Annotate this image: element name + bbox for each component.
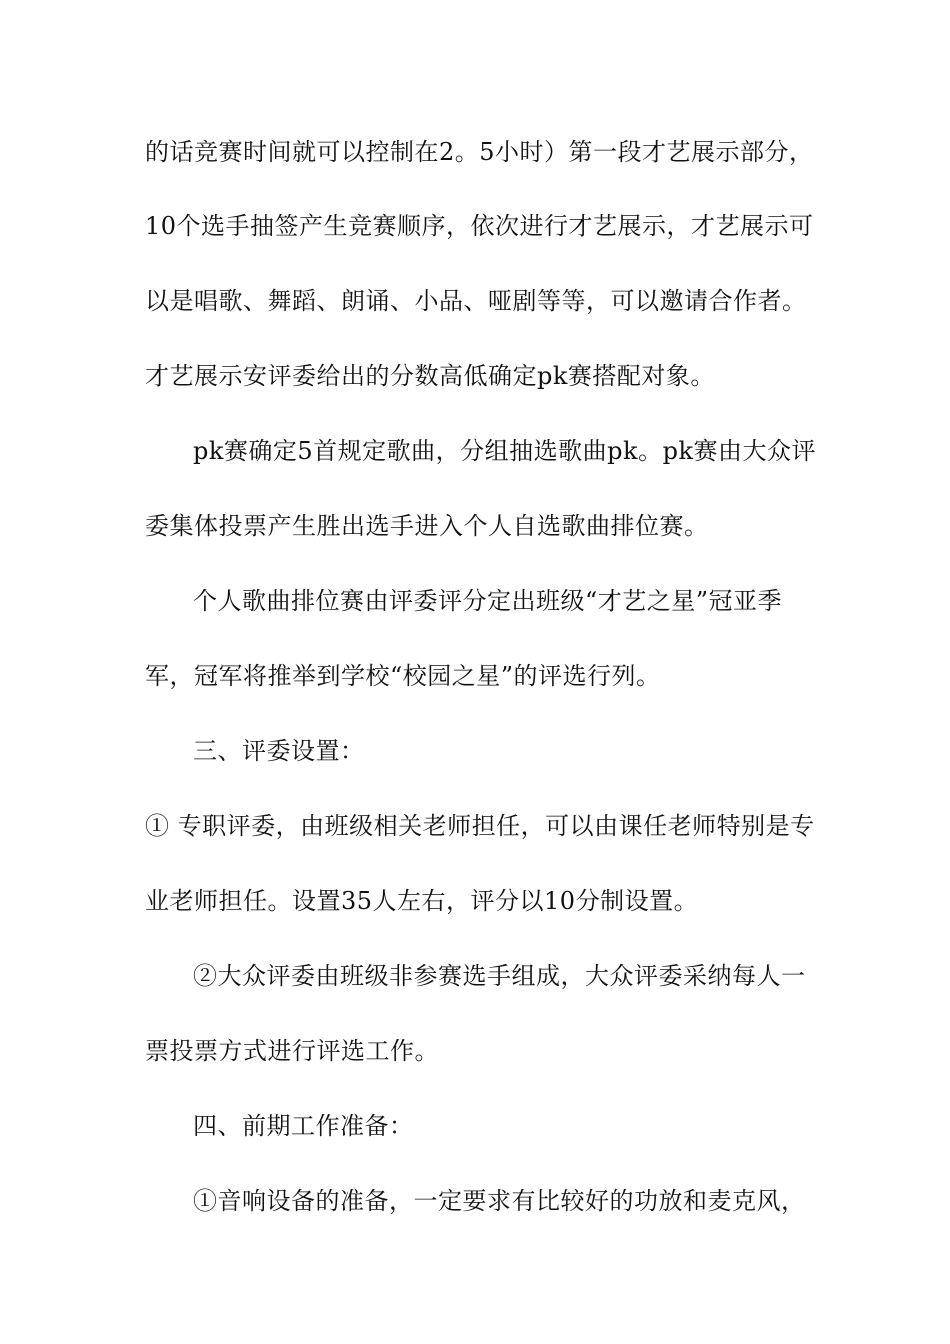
section-heading: 四、前期工作准备： [193, 1112, 414, 1140]
paragraph-line: ① 专职评委，由班级相关老师担任，可以由课任老师特别是专 [145, 812, 815, 840]
paragraph-line: ②大众评委由班级非参赛选手组成，大众评委采纳每人一 [193, 962, 806, 990]
paragraph-line: 才艺展示安评委给出的分数高低确定pk赛搭配对象。 [145, 362, 715, 390]
paragraph-line: 委集体投票产生胜出选手进入个人自选歌曲排位赛。 [145, 512, 709, 540]
paragraph-line: 以是唱歌、舞蹈、朗诵、小品、哑剧等等，可以邀请合作者。 [145, 287, 807, 315]
paragraph-line: ①音响设备的准备，一定要求有比较好的功放和麦克风， [193, 1187, 806, 1215]
paragraph-line: 10个选手抽签产生竞赛顺序，依次进行才艺展示，才艺展示可 [145, 212, 814, 240]
paragraph-line: pk赛确定5首规定歌曲，分组抽选歌曲pk。pk赛由大众评 [193, 437, 816, 465]
section-heading: 三、评委设置： [193, 737, 365, 765]
paragraph-line: 业老师担任。设置35人左右，评分以10分制设置。 [145, 887, 699, 915]
paragraph-line: 票投票方式进行评选工作。 [145, 1037, 439, 1065]
paragraph-line: 军，冠军将推举到学校“校园之星”的评选行列。 [145, 662, 661, 690]
paragraph-line: 个人歌曲排位赛由评委评分定出班级“才艺之星”冠亚季 [193, 587, 783, 615]
paragraph-line: 的话竞赛时间就可以控制在2。5小时）第一段才艺展示部分， [145, 138, 814, 166]
